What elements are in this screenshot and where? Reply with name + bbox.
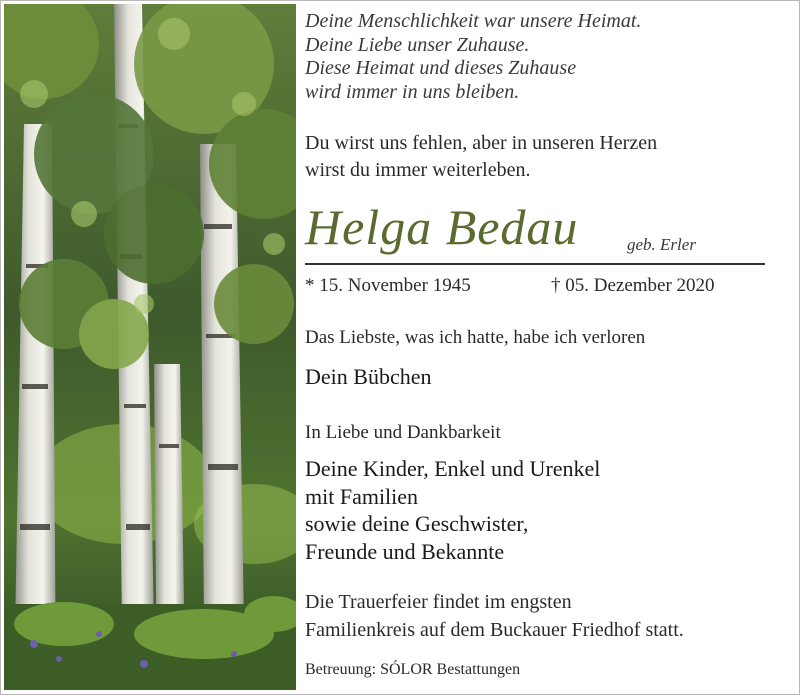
thanks-line: In Liebe und Dankbarkeit — [305, 422, 501, 443]
mourner-line: Freunde und Bekannte — [305, 538, 505, 564]
birch-forest-photo — [4, 4, 296, 690]
quote-line: wirst du immer weiterleben. — [305, 159, 531, 181]
birth-date: * 15. November 1945 — [305, 275, 471, 296]
mourners — [305, 455, 600, 565]
life-dates — [305, 275, 715, 297]
service-line: Familienkreis auf dem Buckauer Friedhof statt. — [305, 619, 684, 641]
care-line: Betreuung: SÓLOR Bestattungen — [305, 661, 521, 678]
mourner-line: mit Familien — [305, 483, 419, 509]
signer: Dein Bübchen — [305, 364, 432, 389]
divider-rule — [305, 263, 765, 265]
poem-line: Diese Heimat und dieses Zuhause — [305, 57, 577, 79]
deceased-name: Helga Bedau — [305, 199, 579, 255]
birth-name: geb. Erler — [627, 235, 696, 254]
mourner-line: Deine Kinder, Enkel und Urenkel — [305, 456, 601, 481]
service-line: Die Trauerfeier findet im engsten — [305, 591, 572, 613]
service-notice — [305, 588, 684, 644]
lost-line: Das Liebste, was ich hatte, habe ich verloren — [305, 327, 646, 348]
poem-line: Deine Menschlichkeit war unsere Heimat. — [305, 10, 642, 32]
death-date: † 05. Dezember 2020 — [551, 275, 715, 296]
quote — [305, 130, 657, 184]
poem — [305, 10, 641, 104]
mourner-line: sowie deine Geschwister, — [305, 511, 529, 536]
poem-line: Deine Liebe unser Zuhause. — [305, 33, 530, 56]
quote-line: Du wirst uns fehlen, aber in unseren Herzen — [305, 132, 658, 154]
poem-line: wird immer in uns bleiben. — [305, 80, 520, 103]
